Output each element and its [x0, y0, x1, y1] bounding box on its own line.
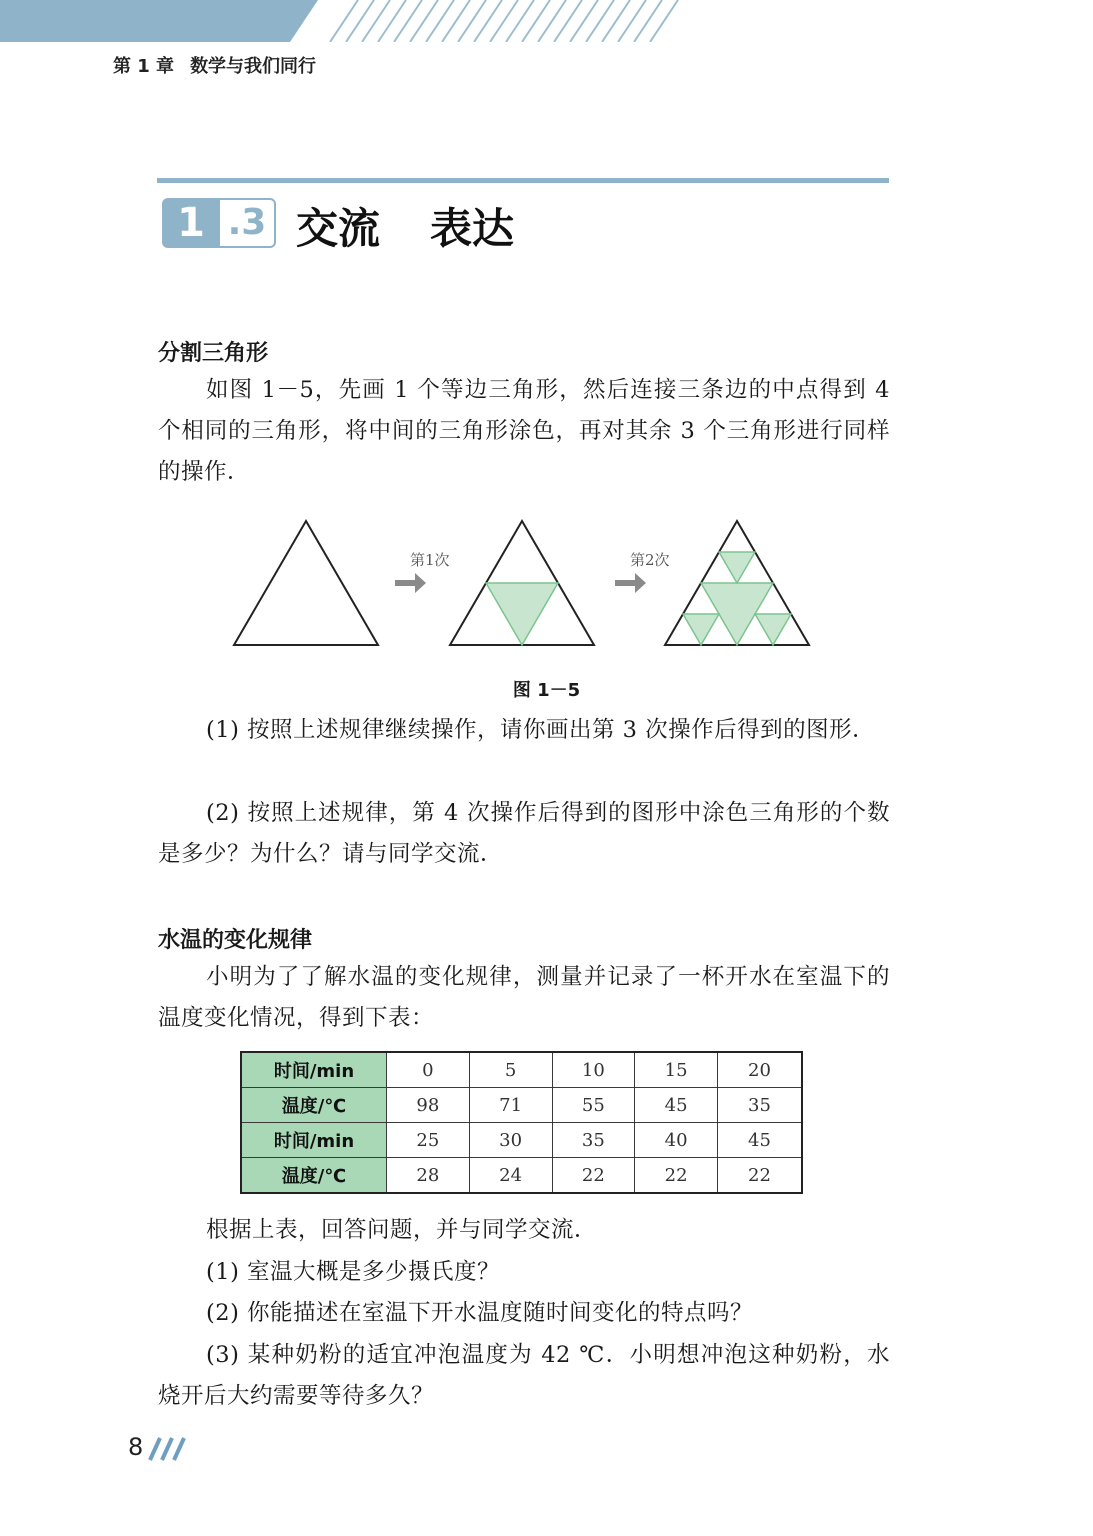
table-cell: 22	[635, 1158, 718, 1194]
water-heading: 水温的变化规律	[158, 928, 313, 953]
table-row-label: 时间/min	[241, 1123, 387, 1158]
table-cell: 24	[469, 1158, 552, 1194]
table-row	[241, 1052, 802, 1088]
arrow2-icon	[615, 573, 646, 593]
water-question-1: (1) 室温大概是多少摄氏度？	[206, 1259, 501, 1285]
arrow1-icon	[395, 573, 426, 593]
water-intro: 小明为了了解水温的变化规律，测量并记录了一杯开水在室温下的温度变化情况，得到下表：	[158, 964, 890, 1031]
chapter-label: 第 1 章	[113, 56, 175, 77]
figure-1-5	[225, 510, 825, 655]
arrow2-label: 第2次	[630, 551, 670, 569]
table-cell: 71	[469, 1088, 552, 1123]
table-cell: 20	[718, 1052, 803, 1088]
triangle-question-2: (2) 按照上述规律，第 4 次操作后得到的图形中涂色三角形的个数是多少？为什么？请与同学交流．	[158, 800, 890, 867]
table-cell: 35	[552, 1123, 635, 1158]
table-row	[241, 1088, 802, 1123]
table-cell: 25	[387, 1123, 470, 1158]
triangle-original	[234, 521, 378, 645]
table-cell: 55	[552, 1088, 635, 1123]
page-slash-decoration	[148, 1436, 188, 1462]
section-number-main: 1	[162, 198, 220, 248]
table-cell: 28	[387, 1158, 470, 1194]
section-title-part2: 表达	[430, 204, 515, 253]
title-rule	[157, 178, 889, 183]
table-cell: 15	[635, 1052, 718, 1088]
table-cell: 22	[552, 1158, 635, 1194]
triangle-heading: 分割三角形	[158, 341, 269, 366]
table-cell: 0	[387, 1052, 470, 1088]
table-cell: 5	[469, 1052, 552, 1088]
shaded-triangle	[486, 583, 558, 645]
temperature-table	[240, 1051, 803, 1194]
table-cell: 40	[635, 1123, 718, 1158]
figure-caption: 图 1－5	[512, 680, 581, 701]
shaded-triangle	[683, 614, 719, 645]
section-number-badge	[162, 198, 278, 248]
table-row	[241, 1158, 802, 1194]
table-cell: 45	[635, 1088, 718, 1123]
page-number: 8	[128, 1433, 144, 1461]
table-cell: 10	[552, 1052, 635, 1088]
section-number-sub: .3	[220, 198, 276, 248]
table-cell: 98	[387, 1088, 470, 1123]
shaded-triangle	[719, 552, 755, 583]
chapter-title: 数学与我们同行	[190, 56, 317, 77]
table-row-label: 温度/℃	[241, 1088, 387, 1123]
water-question-2: (2) 你能描述在室温下开水温度随时间变化的特点吗？	[206, 1300, 754, 1326]
table-cell: 30	[469, 1123, 552, 1158]
shaded-triangle	[755, 614, 791, 645]
water-prompt: 根据上表，回答问题，并与同学交流．	[206, 1217, 598, 1243]
table-row-label: 温度/℃	[241, 1158, 387, 1194]
section-title	[296, 196, 514, 256]
table-row-label: 时间/min	[241, 1052, 387, 1088]
section-title-part1: 交流	[296, 204, 381, 253]
triangle-question-1: (1) 按照上述规律继续操作，请你画出第 3 次操作后得到的图形．	[206, 717, 876, 743]
table-cell: 45	[718, 1123, 803, 1158]
chapter-header	[113, 52, 332, 78]
table-cell: 22	[718, 1158, 803, 1194]
top-banner	[0, 0, 700, 42]
water-question-3: (3) 某种奶粉的适宜冲泡温度为 42 ℃．小明想冲泡这种奶粉，水烧开后大约需要等待多久？	[158, 1342, 890, 1409]
triangle-intro: 如图 1－5，先画 1 个等边三角形，然后连接三条边的中点得到 4 个相同的三角形，将中间的三角形涂色，再对其余 3 个三角形进行同样的操作．	[158, 377, 890, 485]
arrow1-label: 第1次	[410, 551, 450, 569]
table-cell: 35	[718, 1088, 803, 1123]
table-row	[241, 1123, 802, 1158]
